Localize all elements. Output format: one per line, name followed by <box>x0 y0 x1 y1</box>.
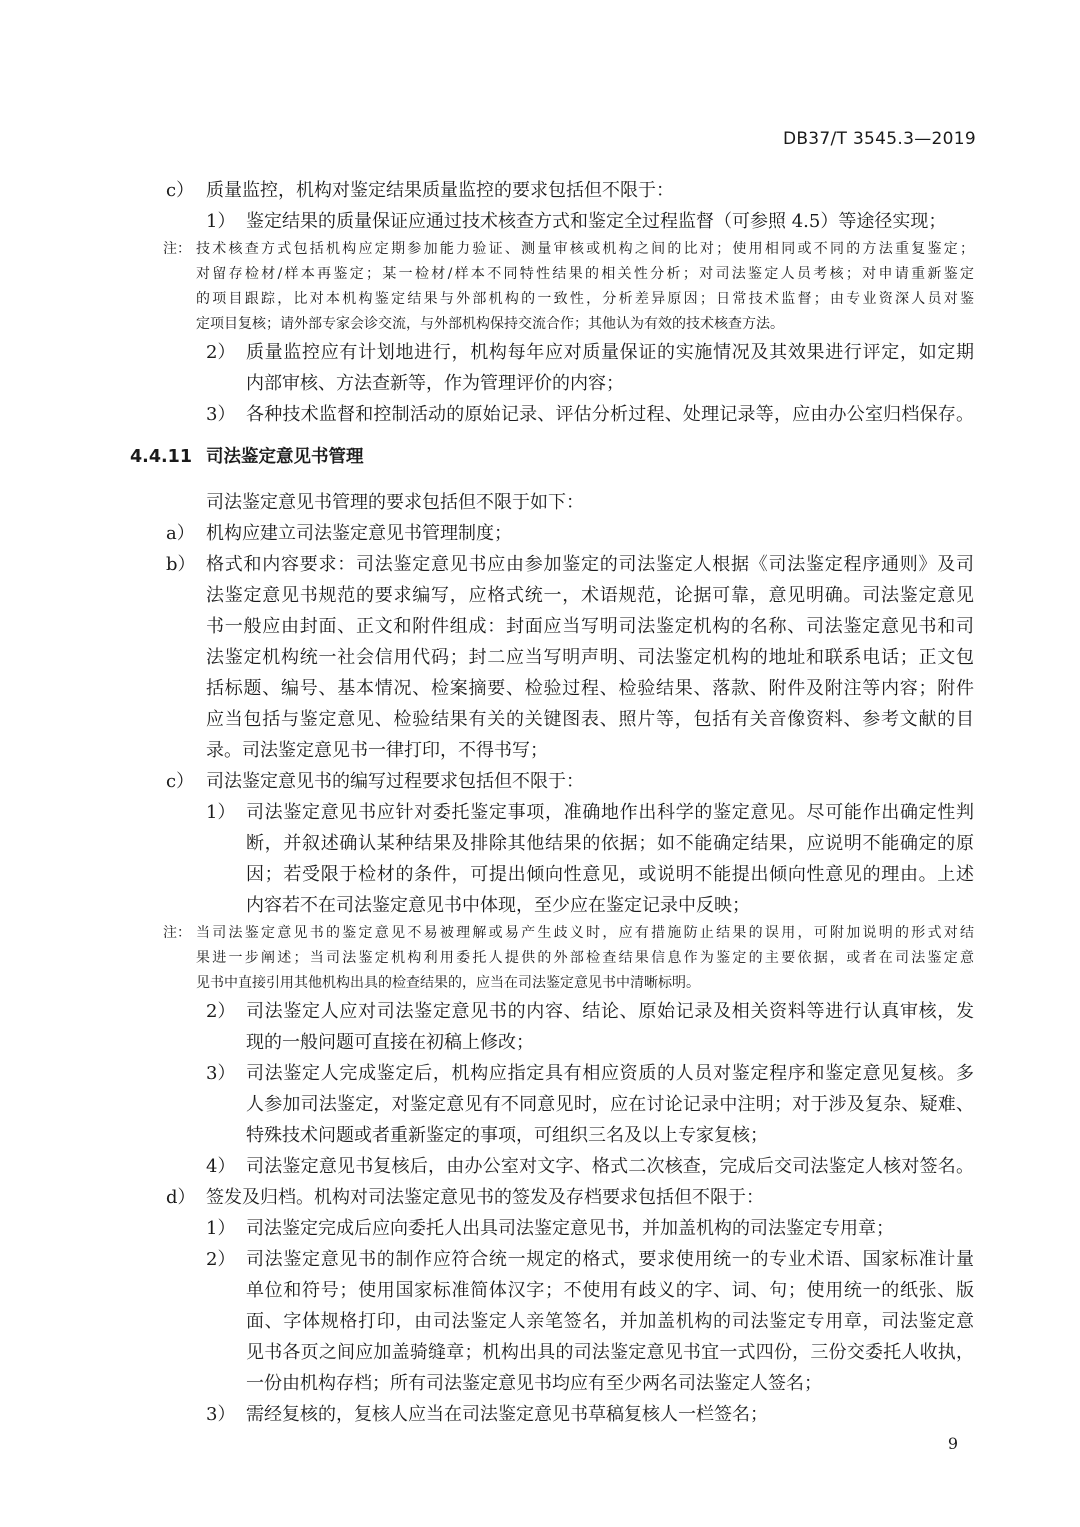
line-text: 内部审核、方法查新等，作为管理评价的内容； <box>246 373 624 394</box>
document-body <box>0 175 1080 1430</box>
paragraph-line <box>0 1244 1080 1275</box>
list-label: 4） <box>206 1156 236 1177</box>
line-text: 当司法鉴定意见书的鉴定意见不易被理解或易产生歧义时，应有措施防止结果的误用，可附加说明的形式对结 <box>196 925 977 941</box>
paragraph-line <box>0 828 1080 859</box>
list-label: 1） <box>206 802 236 823</box>
standard-code: DB37/T 3545.3—2019 <box>782 129 976 149</box>
paragraph-line <box>0 766 1080 797</box>
note-line <box>0 262 1080 287</box>
list-label: c） <box>166 771 195 792</box>
paragraph-line <box>0 1306 1080 1337</box>
list-label: a） <box>166 523 195 544</box>
paragraph-line <box>0 1275 1080 1306</box>
paragraph-line <box>0 1337 1080 1368</box>
paragraph-line <box>0 1058 1080 1089</box>
paragraph-line <box>0 399 1080 430</box>
paragraph-line <box>0 518 1080 549</box>
line-text: 司法鉴定完成后应向委托人出具司法鉴定意见书，并加盖机构的司法鉴定专用章； <box>246 1218 894 1239</box>
list-label: 1） <box>206 211 236 232</box>
line-text: 因；若受限于检材的条件，可提出倾向性意见，或说明不能提出倾向性意见的理由。上述 <box>246 864 975 885</box>
line-text: 单位和符号；使用国家标准简体汉字；不使用有歧义的字、词、句；使用统一的纸张、版 <box>246 1280 975 1301</box>
list-label: b） <box>166 554 196 575</box>
paragraph-line <box>0 797 1080 828</box>
paragraph-line <box>0 206 1080 237</box>
line-text: 司法鉴定意见书复核后，由办公室对文字、格式二次核查，完成后交司法鉴定人核对签名。 <box>246 1156 975 1177</box>
section-number: 4.4.11 <box>130 447 193 467</box>
paragraph-line <box>0 1027 1080 1058</box>
line-text: 司法鉴定人完成鉴定后，机构应指定具有相应资质的人员对鉴定程序和鉴定意见复核。多 <box>246 1063 975 1084</box>
line-text: 司法鉴定意见书管理 <box>206 447 364 467</box>
list-label: d） <box>166 1187 196 1208</box>
section-heading <box>0 442 1080 473</box>
note-line <box>0 237 1080 262</box>
paragraph-line <box>0 1213 1080 1244</box>
list-label: 2） <box>206 1249 236 1270</box>
line-text: 各种技术监督和控制活动的原始记录、评估分析过程、处理记录等，应由办公室归档保存。 <box>246 404 975 425</box>
list-label: 3） <box>206 1063 236 1084</box>
line-text: 断，并叙述确认某种结果及排除其他结果的依据；如不能确定结果，应说明不能确定的原 <box>246 833 975 854</box>
paragraph-line <box>0 368 1080 399</box>
line-text: 机构应建立司法鉴定意见书管理制度； <box>206 523 512 544</box>
line-text: 法鉴定机构统一社会信用代码；封二应当写明声明、司法鉴定机构的地址和联系电话；正文包 <box>206 647 975 668</box>
line-text: 司法鉴定意见书管理的要求包括但不限于如下： <box>206 492 584 513</box>
line-text: 果进一步阐述；当司法鉴定机构利用委托人提供的外部检查结果信息作为鉴定的主要依据，或者在司法鉴定意 <box>196 950 977 966</box>
line-text: 现的一般问题可直接在初稿上修改； <box>246 1032 534 1053</box>
line-text: 司法鉴定人应对司法鉴定意见书的内容、结论、原始记录及相关资料等进行认真审核，发 <box>246 1001 975 1022</box>
paragraph-line <box>0 337 1080 368</box>
paragraph-line <box>0 487 1080 518</box>
line-text: 司法鉴定意见书应针对委托鉴定事项，准确地作出科学的鉴定意见。尽可能作出确定性判 <box>246 802 975 823</box>
list-label: 注： <box>163 241 191 257</box>
paragraph-line <box>0 642 1080 673</box>
paragraph-line <box>0 549 1080 580</box>
paragraph-line <box>0 1120 1080 1151</box>
note-line <box>0 946 1080 971</box>
note-line <box>0 921 1080 946</box>
line-text: 需经复核的，复核人应当在司法鉴定意见书草稿复核人一栏签名； <box>246 1404 768 1425</box>
paragraph-line <box>0 580 1080 611</box>
list-label: 2） <box>206 1001 236 1022</box>
paragraph-line <box>0 1182 1080 1213</box>
paragraph-line <box>0 1399 1080 1430</box>
line-text: 见书中直接引用其他机构出具的检查结果的，应当在司法鉴定意见书中清晰标明。 <box>196 975 700 991</box>
line-text: 质量监控应有计划地进行，机构每年应对质量保证的实施情况及其效果进行评定，如定期 <box>246 342 975 363</box>
line-text: 定项目复核；请外部专家会诊交流，与外部机构保持交流合作；其他认为有效的技术核查方法。 <box>196 316 784 332</box>
list-label: 2） <box>206 342 236 363</box>
paragraph-line <box>0 859 1080 890</box>
list-label: c） <box>166 180 195 201</box>
line-text: 司法鉴定意见书的制作应符合统一规定的格式，要求使用统一的专业术语、国家标准计量 <box>246 1249 975 1270</box>
line-text: 对留存检材/样本再鉴定；某一检材/样本不同特性结果的相关性分析；对司法鉴定人员考核；对申请重新鉴定 <box>196 266 977 282</box>
paragraph-line <box>0 735 1080 766</box>
note-line <box>0 287 1080 312</box>
list-label: 3） <box>206 1404 236 1425</box>
line-text: 的项目跟踪，比对本机构鉴定结果与外部机构的一致性，分析差异原因；日常技术监督；由专业资深人员对鉴 <box>196 291 977 307</box>
paragraph-line <box>0 1089 1080 1120</box>
line-text: 格式和内容要求：司法鉴定意见书应由参加鉴定的司法鉴定人根据《司法鉴定程序通则》及司 <box>206 554 975 575</box>
line-text: 法鉴定意见书规范的要求编写，应格式统一，术语规范，论据可靠，意见明确。司法鉴定意见 <box>206 585 975 606</box>
line-text: 见书各页之间应加盖骑缝章；机构出具的司法鉴定意见书宜一式四份，三份交委托人收执， <box>246 1342 975 1363</box>
line-text: 内容若不在司法鉴定意见书中体现，至少应在鉴定记录中反映； <box>246 895 750 916</box>
line-text: 司法鉴定意见书的编写过程要求包括但不限于： <box>206 771 584 792</box>
line-text: 人参加司法鉴定，对鉴定意见有不同意见时，应在讨论记录中注明；对于涉及复杂、疑难、 <box>246 1094 975 1115</box>
line-text: 括标题、编号、基本情况、检案摘要、检验过程、检验结果、落款、附件及附注等内容；附件 <box>206 678 975 699</box>
line-text: 面、字体规格打印，由司法鉴定人亲笔签名，并加盖机构的司法鉴定专用章，司法鉴定意 <box>246 1311 975 1332</box>
paragraph-line <box>0 1151 1080 1182</box>
paragraph-line <box>0 1368 1080 1399</box>
paragraph-line <box>0 673 1080 704</box>
list-label: 1） <box>206 1218 236 1239</box>
paragraph-line <box>0 996 1080 1027</box>
paragraph-line <box>0 890 1080 921</box>
line-text: 特殊技术问题或者重新鉴定的事项，可组织三名及以上专家复核； <box>246 1125 768 1146</box>
line-text: 鉴定结果的质量保证应通过技术核查方式和鉴定全过程监督（可参照 4.5）等途径实现； <box>246 211 947 232</box>
line-text: 质量监控，机构对鉴定结果质量监控的要求包括但不限于： <box>206 180 674 201</box>
line-text: 签发及归档。机构对司法鉴定意见书的签发及存档要求包括但不限于： <box>206 1187 764 1208</box>
page-number: 9 <box>947 1434 958 1453</box>
line-text: 书一般应由封面、正文和附件组成：封面应当写明司法鉴定机构的名称、司法鉴定意见书和司 <box>206 616 975 637</box>
list-label: 3） <box>206 404 236 425</box>
paragraph-line <box>0 175 1080 206</box>
note-line <box>0 312 1080 337</box>
line-text: 一份由机构存档；所有司法鉴定意见书均应有至少两名司法鉴定人签名； <box>246 1373 822 1394</box>
line-text: 应当包括与鉴定意见、检验结果有关的关键图表、照片等，包括有关音像资料、参考文献的目 <box>206 709 975 730</box>
paragraph-line <box>0 611 1080 642</box>
note-line <box>0 971 1080 996</box>
line-text: 录。司法鉴定意见书一律打印，不得书写； <box>206 740 548 761</box>
line-text: 技术核查方式包括机构应定期参加能力验证、测量审核或机构之间的比对；使用相同或不同的方法重复鉴定； <box>196 241 977 257</box>
list-label: 注： <box>163 925 191 941</box>
paragraph-line <box>0 704 1080 735</box>
